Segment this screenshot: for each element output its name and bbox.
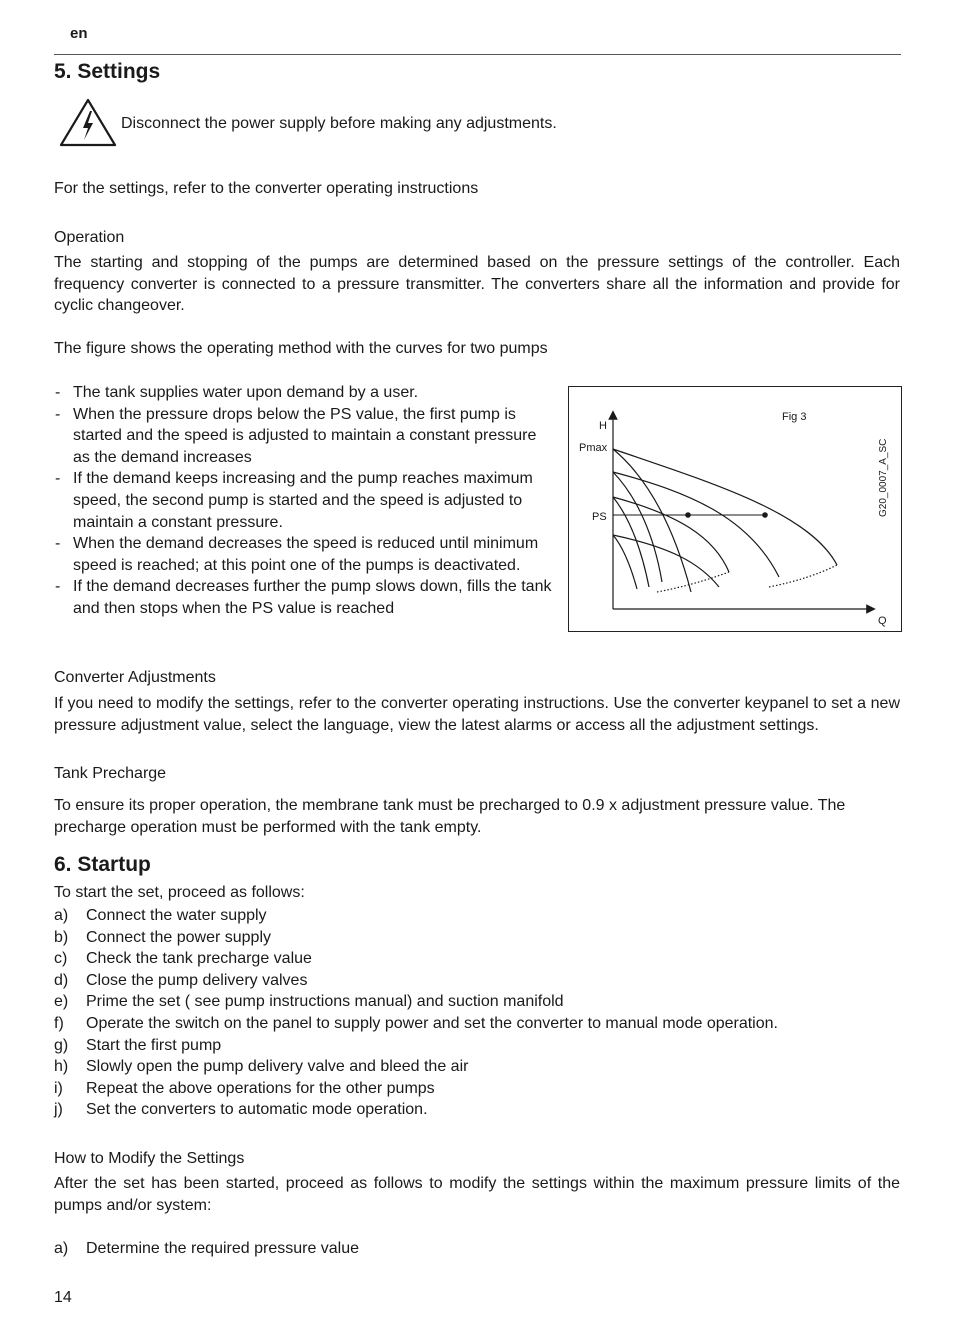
list-item: a) Determine the required pressure value (54, 1240, 360, 1257)
two-pumps-min-curve (613, 535, 719, 587)
list-item: h) Slowly open the pump delivery valve and bleed the air (54, 1058, 469, 1076)
list-item: d) Close the pump delivery valves (54, 971, 308, 989)
list-item: c) Check the tank precharge value (54, 950, 312, 968)
warning-text: Disconnect the power supply before making any adjustments. (121, 115, 557, 132)
list-item: a) Connect the water supply (54, 907, 267, 924)
tank-precharge-paragraph: To ensure its proper operation, the membrane tank must be precharged to 0.9 x adjustment pressure value. The precharge operation must be performed with the tank empty. (54, 797, 846, 836)
list-item: j) Set the converters to automatic mode operation. (54, 1101, 428, 1119)
list-item: g) Start the first pump (54, 1036, 222, 1054)
two-pumps-mid-curve (613, 472, 779, 577)
y-axis-label: H (599, 420, 607, 432)
figure-caption: Fig 3 (782, 411, 807, 423)
list-item: f) Operate the switch on the panel to supply power and set the converter to manual mode operation. (54, 1014, 778, 1032)
tank-precharge-heading: Tank Precharge (54, 765, 167, 782)
operation-paragraph: The starting and stopping of the pumps are determined based on the pressure settings of the controller. Each frequency converter is connected to a pressure transmitter. The converters share all the information and provide for cyclic changeover. (54, 254, 900, 315)
refer-instructions-text: For the settings, refer to the converter operating instructions (54, 180, 479, 197)
x-axis-label: Q (878, 615, 887, 627)
converter-adjustments-heading: Converter Adjustments (54, 669, 216, 686)
electrical-hazard-warning-icon (59, 98, 117, 153)
pump-1-min-speed-dotted-curve (657, 572, 729, 592)
operation-heading: Operation (54, 229, 125, 246)
startup-intro: To start the set, proceed as follows: (54, 884, 305, 901)
list-item: - When the pressure drops below the PS value, the first pump is started and the speed is adjusted to maintain a constant pressure as the demand increases (55, 405, 537, 466)
page-number: 14 (54, 1289, 72, 1306)
pmax-label: Pmax (579, 442, 608, 454)
list-item: - The tank supplies water upon demand by a user. (55, 384, 419, 401)
modify-settings-heading: How to Modify the Settings (54, 1150, 245, 1167)
header-divider (54, 54, 901, 55)
pump-curves-figure (568, 386, 902, 632)
pump-1-max-curve (613, 449, 691, 592)
operating-point-pump-2 (762, 512, 768, 518)
list-item: - If the demand keeps increasing and the pump reaches maximum speed, the second pump is started and the speed is adjusted to maintain a constant pressure. (55, 470, 533, 531)
ps-label: PS (592, 511, 607, 523)
pump-1-mid-curve (613, 472, 662, 582)
section-5-title: 5. Settings (54, 60, 161, 83)
list-item: - When the demand decreases the speed is reduced until minimum speed is reached; at this point one of the pumps is deactivated. (55, 535, 539, 574)
operation-bullet-list (54, 382, 554, 620)
list-item: - If the demand decreases further the pump slows down, fills the tank and then stops when the PS value is reached (55, 578, 552, 617)
list-item: i) Repeat the above operations for the other pumps (54, 1079, 435, 1097)
modify-settings-paragraph: After the set has been started, proceed as follows to modify the settings within the maximum pressure limits of the pumps and/or system: (54, 1175, 900, 1214)
figure-intro-text: The figure shows the operating method with the curves for two pumps (54, 340, 548, 357)
modify-steps-list (54, 1238, 900, 1260)
operating-point-pump-1 (685, 512, 691, 518)
language-code: en (70, 25, 88, 42)
list-item: b) Connect the power supply (54, 928, 271, 946)
figure-code: G20_0007_A_SC (878, 438, 889, 517)
pump-2-min-speed-dotted-curve (769, 565, 837, 587)
section-6-title: 6. Startup (54, 853, 151, 876)
list-item: e) Prime the set ( see pump instructions manual) and suction manifold (54, 993, 564, 1011)
startup-steps-list (54, 905, 900, 1121)
converter-adjustments-paragraph: If you need to modify the settings, refer to the converter operating instructions. Use the converter keypanel to set a new pressure adjustment value, select the language, view the latest alarms or access all the adjustment settings. (54, 695, 900, 734)
pump-1-low-curve (613, 535, 637, 589)
